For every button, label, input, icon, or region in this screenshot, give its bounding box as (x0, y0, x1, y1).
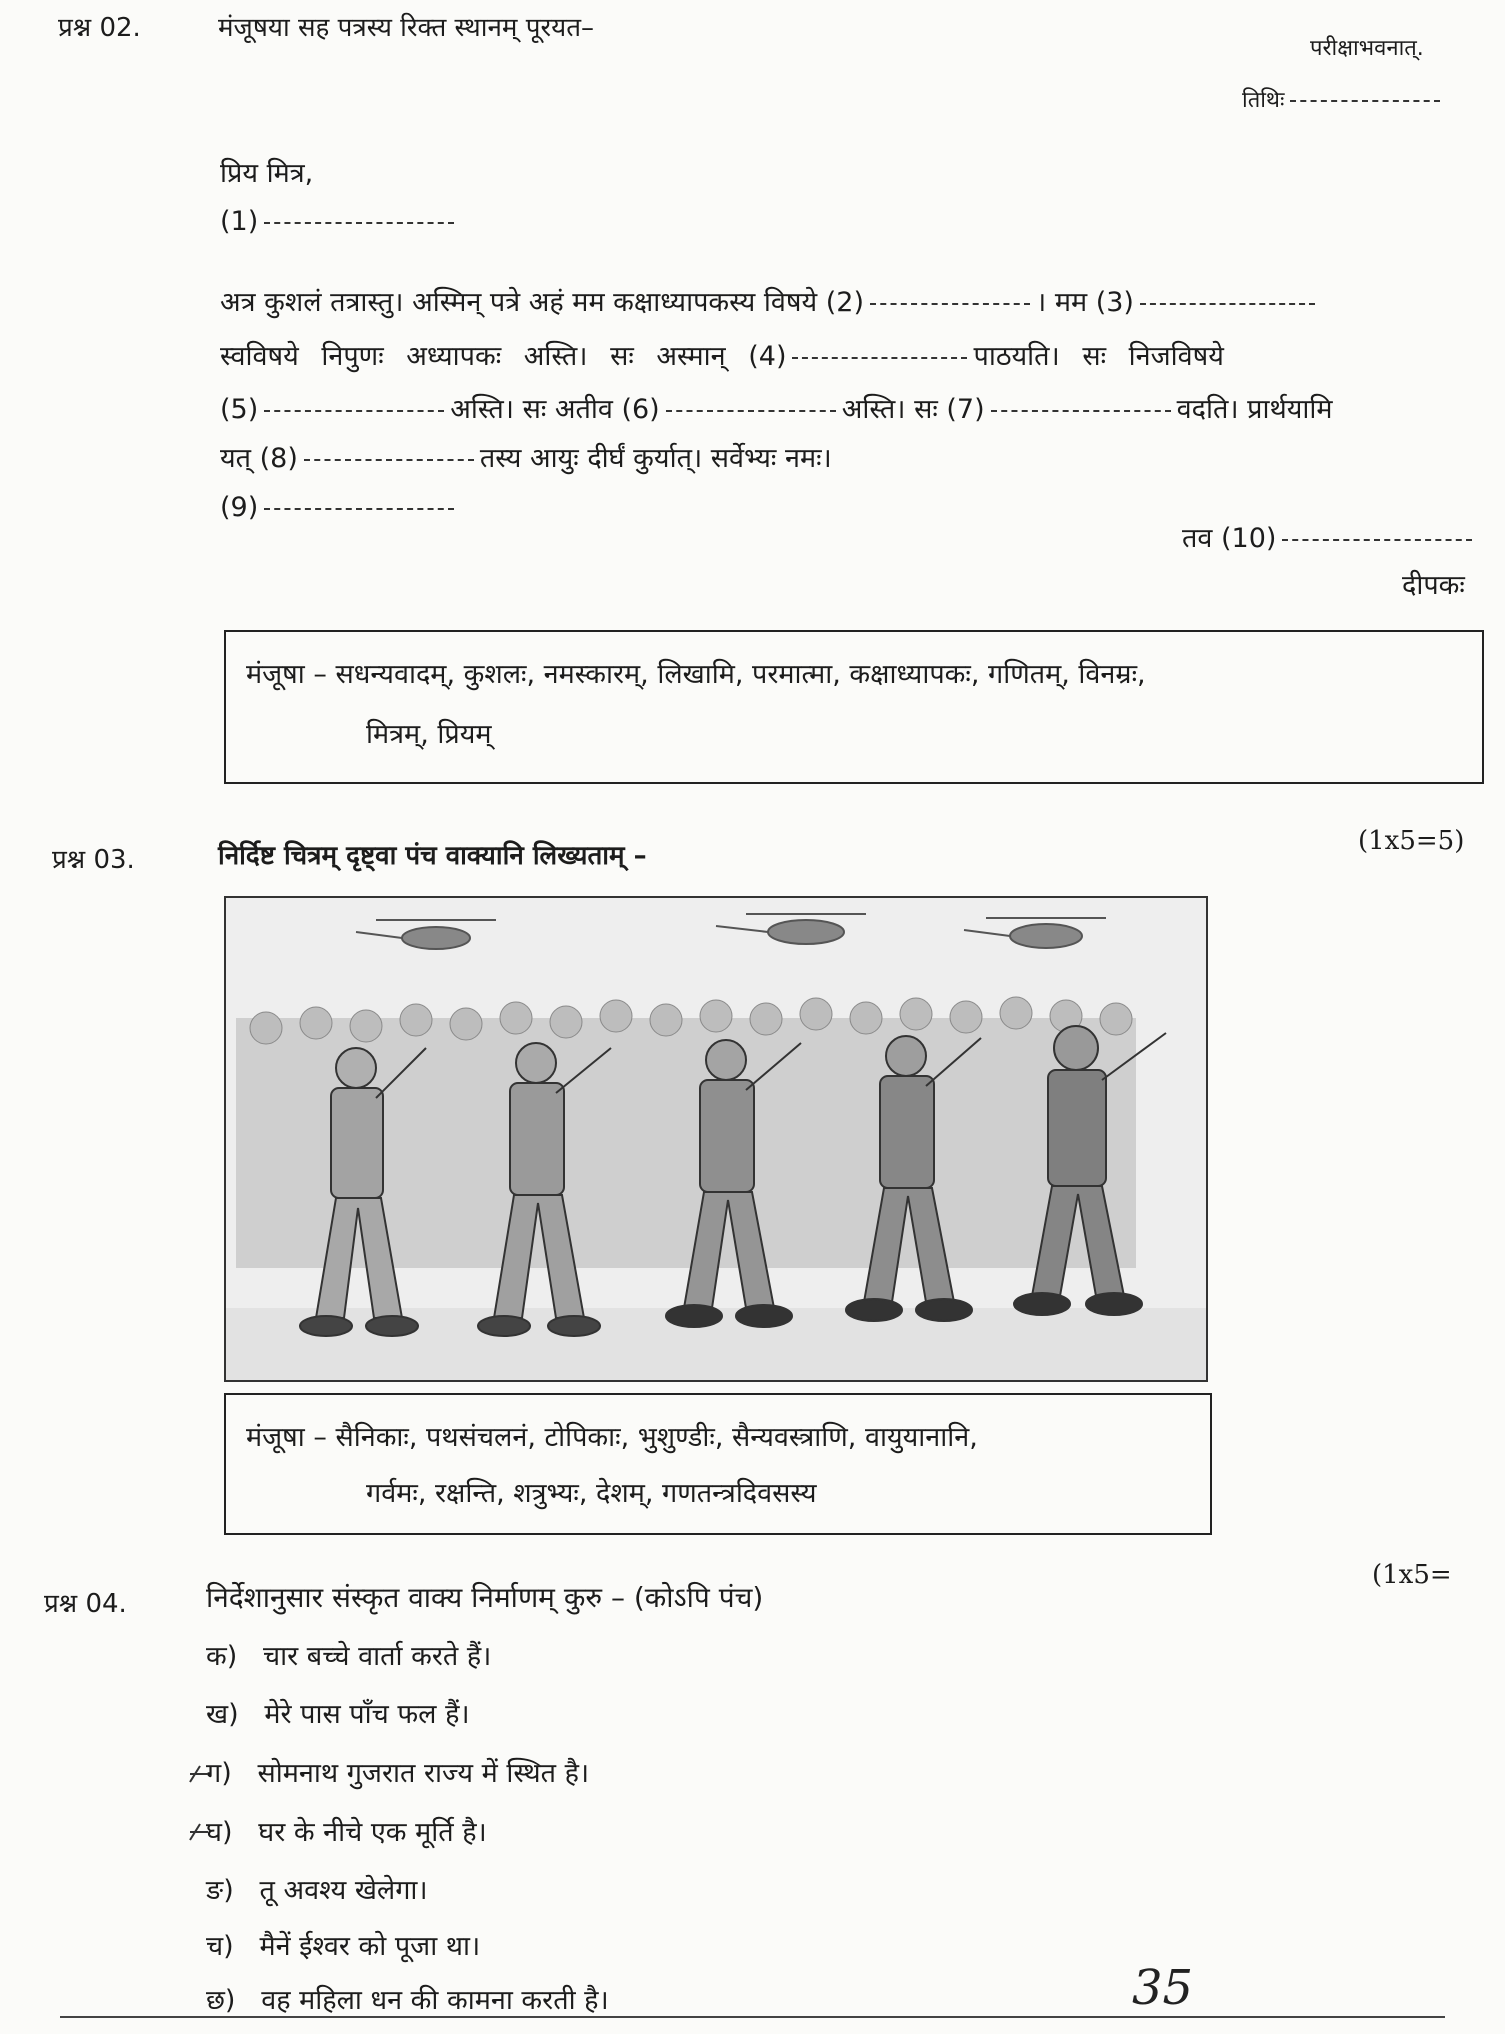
letter-line-1b: । मम (3) (1036, 287, 1134, 318)
tick-marks (186, 1760, 216, 1860)
q4-item-text: मेरे पास पाँच फल हैं। (264, 1699, 470, 1730)
q4-item-text: सोमनाथ गुजरात राज्य में स्थित है। (257, 1758, 590, 1789)
letter-line-4 (220, 438, 832, 475)
q4-item (206, 1753, 589, 1790)
closing-label: तव (10) (1182, 523, 1277, 554)
blank-3-line (1140, 303, 1315, 305)
blank-6-line (666, 410, 836, 412)
q4-item (206, 1926, 480, 1963)
blank-9 (220, 492, 460, 523)
letter-line-2b: पाठयति। सः निजविषये (973, 341, 1224, 372)
letter-line-3a: (5) (220, 394, 259, 425)
q4-item-label: घ) (206, 1817, 233, 1848)
q4-item-label: च) (206, 1931, 234, 1962)
date-blank (1290, 100, 1440, 102)
closing (1182, 518, 1478, 555)
q2-word-box (224, 630, 1484, 784)
blank-8-line (304, 459, 474, 461)
blank-9-label: (9) (220, 492, 259, 523)
q2-box-words-1: सधन्यवादम्, कुशलः, नमस्कारम्, लिखामि, परमात्मा, कक्षाध्यापकः, गणितम्, विनम्रः, (335, 659, 1146, 690)
q4-number: प्रश्न 04. (44, 1589, 127, 1619)
q3-number: प्रश्न 03. (52, 845, 135, 875)
q2-number: प्रश्न 02. (58, 13, 141, 43)
letter-line-1a: अत्र कुशलं तत्रास्तु। अस्मिन् पत्रे अहं मम कक्षाध्यापकस्य विषये (2) (220, 287, 864, 318)
letter-line-4a: यत् (8) (220, 443, 298, 474)
letter-signature: दीपकः (1402, 570, 1465, 601)
q3-instruction: निर्दिष्ट चित्रम् दृष्ट्वा पंच वाक्यानि लिख्यताम् – (218, 841, 647, 871)
page-mark: 35 (1132, 1960, 1194, 2016)
q4-item (206, 1980, 609, 2017)
blank-1-label: (1) (220, 206, 259, 237)
q2-box-words-2: मित्रम्, प्रियम् (366, 719, 492, 750)
q3-word-box (224, 1393, 1212, 1535)
blank-2-line (870, 303, 1030, 305)
q4-item-text: वह महिला धन की कामना करती है। (261, 1985, 609, 2016)
blank-9-line (264, 508, 454, 510)
q4-item-text: चार बच्चे वार्ता करते हैं। (263, 1641, 492, 1672)
q3-marks: (1x5=5) (1358, 826, 1465, 856)
blank-1 (220, 206, 460, 237)
letter-line-3b: अस्ति। सः अतीव (6) (450, 394, 660, 425)
letter-line-4b: तस्य आयुः दीर्घं कुर्यात्। सर्वेभ्यः नमः। (479, 443, 832, 474)
blank-5-line (264, 410, 444, 412)
letter-line-3 (220, 389, 1333, 426)
q4-item-label: ख) (206, 1699, 239, 1730)
q4-item-label: छ) (206, 1985, 236, 2016)
q4-item-text: मैनें ईश्वर को पूजा था। (259, 1931, 481, 1962)
soldiers-marching-illustration (226, 898, 1208, 1382)
q3-box-label: मंजूषा – (246, 1422, 327, 1453)
q4-item-label: ङ) (206, 1875, 234, 1906)
q2-instruction: मंजूषया सह पत्रस्य रिक्त स्थानम् पूरयत– (218, 13, 595, 43)
q4-item (206, 1870, 428, 1907)
blank-7-line (991, 410, 1171, 412)
header-date-label: तिथिः (1242, 88, 1285, 113)
bottom-divider (60, 2016, 1445, 2018)
letter-line-3d: वदति। प्रार्थयामि (1176, 394, 1333, 425)
q3-box-words-1: सैनिकाः, पथसंचलनं, टोपिकाः, भुशुण्डीः, सैन्यवस्त्राणि, वायुयानानि, (335, 1422, 978, 1453)
q3-box-line-1 (246, 1417, 978, 1454)
salutation: प्रिय मित्र, (220, 158, 314, 189)
parade-picture (224, 896, 1208, 1382)
q4-item (206, 1636, 491, 1673)
blank-4-line (792, 357, 967, 359)
letter-line-1 (220, 282, 1321, 319)
letter-line-3c: अस्ति। सः (7) (841, 394, 985, 425)
q3-box-words-2: गर्वमः, रक्षन्ति, शत्रुभ्यः, देशम्, गणतन्त्रदिवसस्य (366, 1478, 817, 1509)
q4-item (206, 1694, 470, 1731)
blank-1-line (264, 222, 454, 224)
letter-line-2a: स्वविषये निपुणः अध्यापकः अस्ति। सः अस्मान् (4) (220, 341, 787, 372)
q4-item-label: क) (206, 1641, 238, 1672)
q2-box-line-1 (246, 654, 1146, 691)
header-date (1242, 84, 1446, 114)
q4-instruction: निर्देशानुसार संस्कृत वाक्य निर्माणम् कुरु – (कोऽपि पंच) (206, 1581, 764, 1614)
letter-line-2 (220, 336, 1224, 373)
q4-item-text: तू अवश्य खेलेगा। (259, 1875, 428, 1906)
q4-item (206, 1812, 487, 1849)
q4-item-text: घर के नीचे एक मूर्ति है। (258, 1817, 487, 1848)
header-place: परीक्षाभवनात्. (1310, 36, 1424, 61)
q2-box-label: मंजूषा – (246, 659, 327, 690)
q4-marks: (1x5= (1372, 1560, 1452, 1590)
blank-10-line (1282, 539, 1472, 541)
q4-item-label: ग) (206, 1758, 232, 1789)
